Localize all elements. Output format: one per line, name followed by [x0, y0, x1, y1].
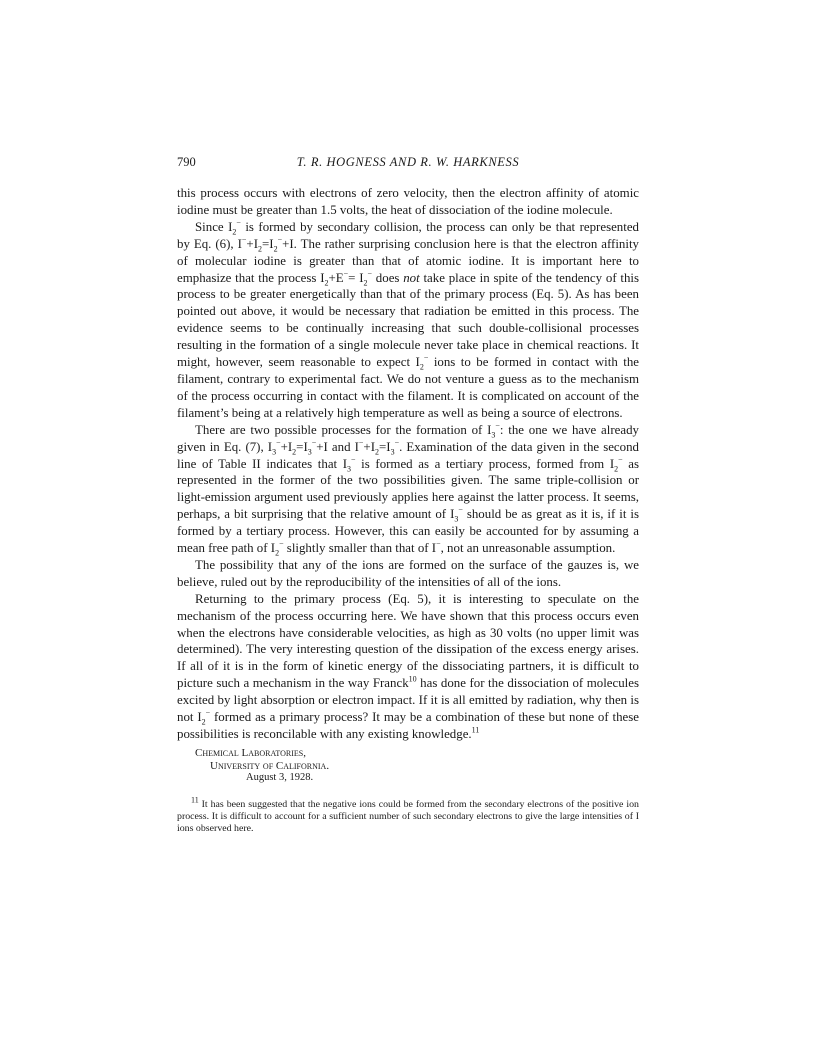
footnote-ref-11: 11 [471, 725, 480, 735]
paragraph-gauze-surface: The possibility that any of the ions are formed on the surface of the gauzes is, we believe, ruled out by the reproducibility of the intensities of all of the ions. [177, 557, 639, 589]
paragraph-electron-affinity-continuation: this process occurs with electrons of zero velocity, then the electron affinity of atomic iodine must be greater than 1.5 volts, the heat of dissociation of the iodine molecule. [177, 186, 639, 217]
article-body [177, 185, 639, 836]
affiliation-date: August 3, 1928. [246, 772, 314, 784]
running-head [177, 153, 639, 171]
paragraph-secondary-collision: Since $I_2^-$ is formed by secondary collision, the process can only be that represented by Eq. (6), $I^-+I_2=I_2^-+I$. The rather surprising conclusion here is that the electron affinity of molecular iodine is greater than that of atomic iodine. It is important here to emphasize that the process $I_2+E^-= I_2^-$ does not take place in spite of the tendency of this process to be greater energetically than that of the primary process (Eq. 5). As has been pointed out above, it would be necessary that radiation be emitted in this process. The evidence seems to be continually increasing that such double-collisional processes resulting in the formation of a single molecule never take place in chemical reactions. It might, however, seem reasonable to expect $I_2^-$ ions to be formed in contact with the filament, contrary to experimental fact. We do not venture a guess as to the mechanism of the process occurring in contact with the filament. It is complicated on account of the filament’s being at a relatively high temperature as well as being a source of electrons. [177, 218, 639, 420]
footnote-text: It has been suggested that the negative ions could be formed from the secondary electrons of the positive ion process. It is difficult to account for a sufficient number of such secondary electrons to give the large intensities of I ions observed here. [177, 798, 639, 835]
running-title: T. R. HOGNESS AND R. W. HARKNESS [296, 155, 520, 169]
affiliation-university: University of California. [210, 759, 330, 772]
paragraph-formation-of-i3: There are two possible processes for the formation of $I_3^-$: the one we have already given in Eq. (7), $I_3^-+I_2=I_3^-+I$ and $I^-+I_2=I_3^-$. Examination of the data given in the second line of Table II indicates that $I_3^-$ is formed as a tertiary process, formed from $I_2^-$ as represented in the former of the two possibilities given. The same triple-collision or light-emission argument used previously applies here against the latter process. It seems, perhaps, a bit surprising that the relative amount of $I_3^-$ should be as great as it is, if it is formed by a tertiary process. However, this can easily be accounted for by assuming a mean free path of $I_2^-$ slightly smaller than that of I−, not an unreasonable assumption. [177, 421, 640, 558]
affiliation-laboratory: Chemical Laboratories, [195, 746, 306, 759]
footnote-ref-10: 10 [408, 674, 417, 684]
paragraph-primary-process: Returning to the primary process (Eq. 5), it is interesting to speculate on the mechanism of the process occurring here. We have shown that this process occurs even when the electrons have considerable velocities, as high as 30 volts (no upper limit was determined). The very interesting question of the dissipation of the excess energy arises. If all of it is in the form of kinetic energy of the dissociating partners, it is difficult to picture such a mechanism in the way Franck$^{10}$ has done for the dissociation of molecules excited by light absorption or electron impact. If it is all emitted by radiation, why then is not $I_2^-$ formed as a primary process? It may be a combination of these but none of these possibilities is reconcilable with any existing knowledge.$^{11}$ [177, 591, 639, 741]
emphasis-not: not [403, 270, 420, 285]
page-number: 790 [177, 155, 196, 169]
footnote [177, 795, 639, 836]
author-affiliation [177, 747, 639, 785]
footnote-marker: 11 [191, 795, 199, 805]
